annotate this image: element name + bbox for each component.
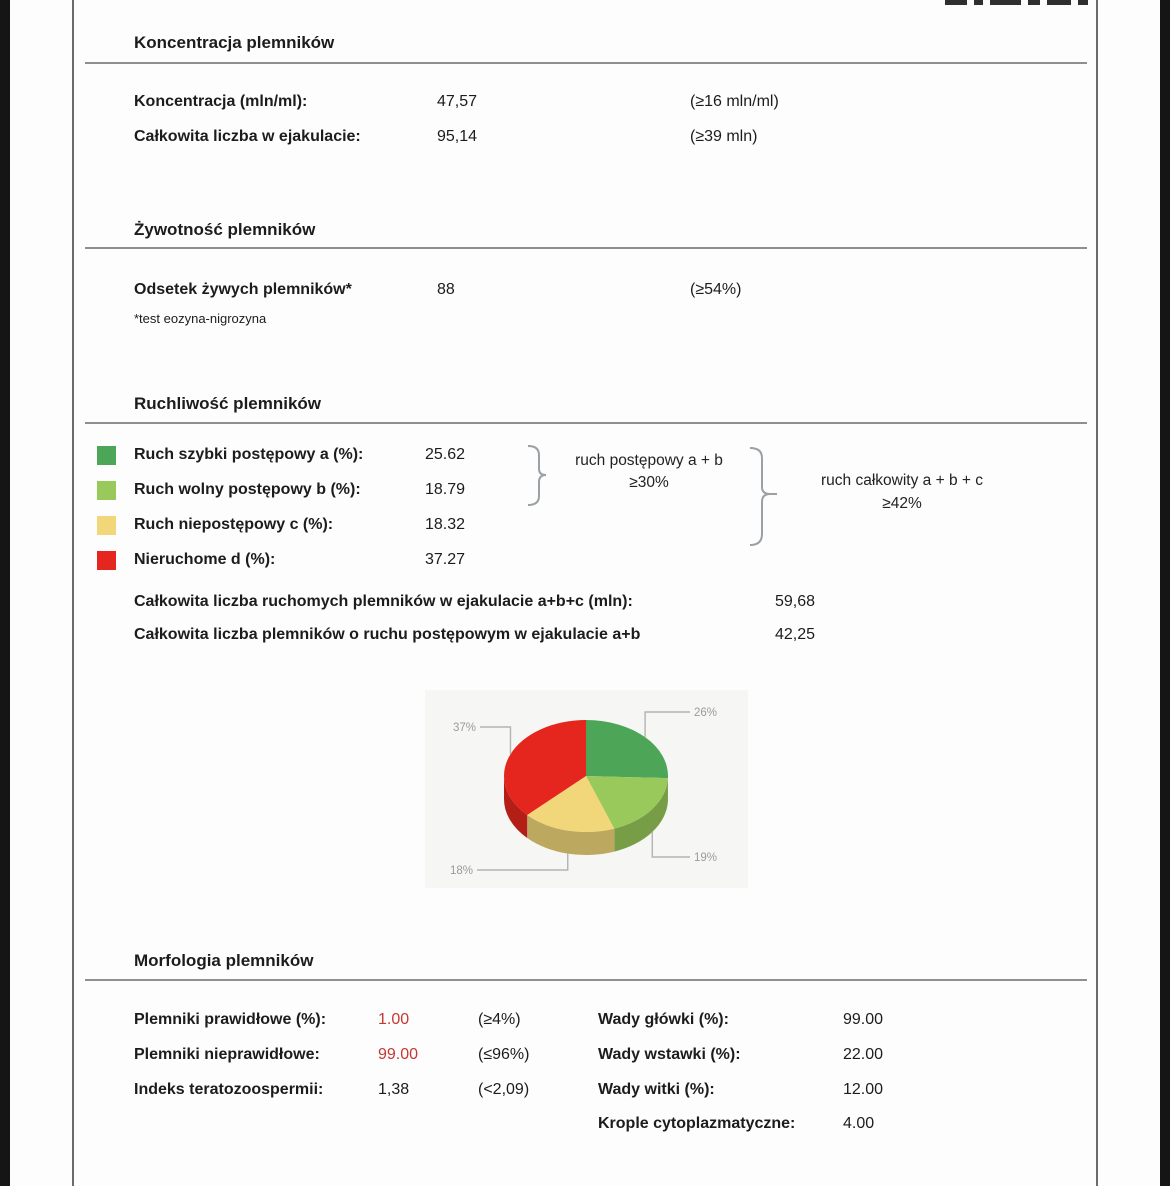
row-norm: (≤96%) [478,1046,530,1063]
total-row-ab [0,624,1170,646]
row-value-abnormal: 1.00 [378,1011,410,1028]
legend-color-swatch [97,446,116,465]
brace-abc-label-line1: ruch całkowity a + b + c [821,472,983,489]
row-norm: (<2,09) [478,1081,530,1098]
row-norm: (≥16 mln/ml) [690,93,779,110]
table-row [0,1009,1170,1031]
row-label: Nieruchome d (%): [134,551,276,568]
row-value: 1,38 [378,1081,410,1098]
row-value: 18.32 [425,516,466,533]
section-title-koncentracja: Koncentracja plemników [134,33,335,52]
row-norm: (≥54%) [690,281,742,298]
svg-text:19%: 19% [694,852,718,864]
section-rule [85,422,1087,424]
brace-abc-label-line2: ≥42% [882,495,922,512]
row-label: Ruch szybki postępowy a (%): [134,446,364,463]
row-label: Plemniki nieprawidłowe: [134,1046,320,1063]
brace-abc [746,446,780,548]
section-rule [85,979,1087,981]
svg-text:26%: 26% [694,707,718,719]
row-label: Koncentracja (mln/ml): [134,93,308,110]
section-rule [85,62,1087,64]
row-value: 4.00 [843,1115,875,1132]
section-title-ruchliwosc: Ruchliwość plemników [134,394,322,413]
row-value: 47,57 [437,93,478,110]
row-label: Ruch niepostępowy c (%): [134,516,334,533]
table-row [0,279,1170,301]
row-norm: (≥39 mln) [690,128,758,145]
svg-text:18%: 18% [449,865,473,877]
section-title-zywotnosc: Żywotność plemników [134,220,316,239]
legend-color-swatch [97,551,116,570]
footnote-eozyna: *test eozyna-nigrozyna [134,311,267,326]
row-label: Plemniki prawidłowe (%): [134,1011,327,1028]
row-norm: (≥4%) [478,1011,521,1028]
row-value: 18.79 [425,481,466,498]
brace-ab-label-line2: ≥30% [629,474,669,491]
row-value: 95,14 [437,128,478,145]
row-value: 42,25 [775,626,816,643]
brace-ab-label-line1: ruch postępowy a + b [575,452,723,469]
row-label: Wady witki (%): [598,1081,715,1098]
section-title-morfologia: Morfologia plemników [134,951,314,970]
legend-row-c [0,514,760,536]
row-label: Całkowita liczba ruchomych plemników w ejakulacie a+b+c (mln): [134,593,633,610]
row-value-abnormal: 99.00 [378,1046,419,1063]
svg-text:37%: 37% [452,722,476,734]
total-row-abc [0,591,1170,613]
row-label: Indeks teratozoospermii: [134,1081,324,1098]
table-row [0,1044,1170,1066]
legend-row-d [0,549,760,571]
row-label: Krople cytoplazmatyczne: [598,1115,796,1132]
row-value: 88 [437,281,455,298]
row-value: 37.27 [425,551,466,568]
table-row [0,1113,1170,1135]
section-rule [85,247,1087,249]
row-value: 99.00 [843,1011,884,1028]
row-label: Całkowita liczba plemników o ruchu postępowym w ejakulacie a+b [134,626,641,643]
row-value: 59,68 [775,593,816,610]
row-label: Wady główki (%): [598,1011,729,1028]
row-value: 12.00 [843,1081,884,1098]
clipped-header-text [945,0,1088,6]
row-label: Ruch wolny postępowy b (%): [134,481,361,498]
legend-color-swatch [97,481,116,500]
row-value: 22.00 [843,1046,884,1063]
brace-ab [524,444,550,508]
row-value: 25.62 [425,446,466,463]
pie-chart [425,690,748,888]
row-label: Całkowita liczba w ejakulacie: [134,128,361,145]
table-row [0,126,1170,148]
row-label: Wady wstawki (%): [598,1046,741,1063]
row-label: Odsetek żywych plemników* [134,281,352,298]
table-row [0,91,1170,113]
legend-color-swatch [97,516,116,535]
table-row [0,1079,1170,1101]
